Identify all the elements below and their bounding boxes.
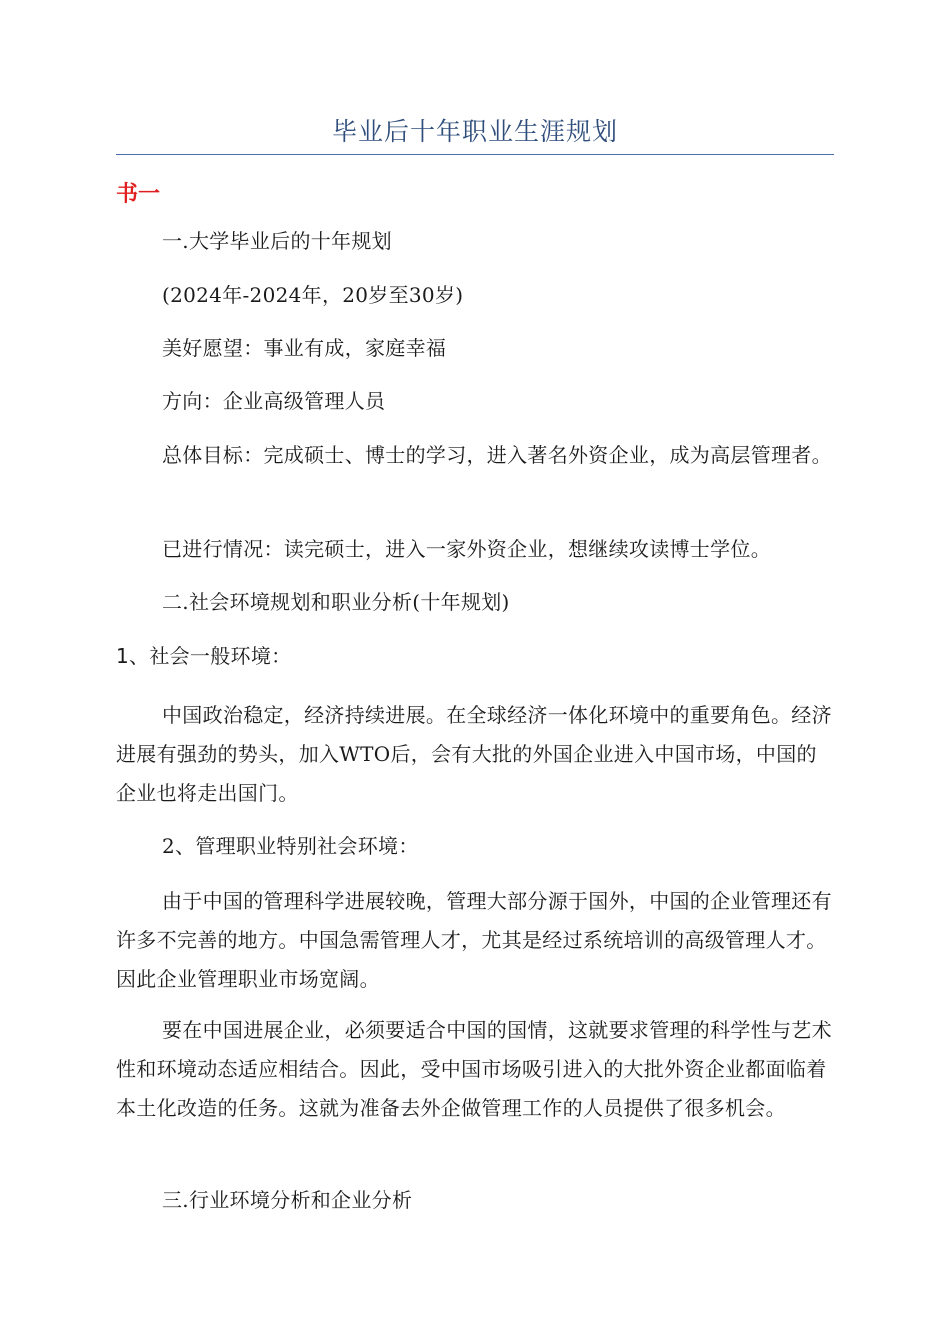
paragraph-management-env-heading: 2、管理职业特别社会环境： <box>162 834 419 858</box>
paragraph-plan-heading: 一.大学毕业后的十年规划 <box>162 229 392 253</box>
paragraph-overall-goal: 总体目标：完成硕士、博士的学习，进入著名外资企业，成为高层管理者。 <box>162 443 832 467</box>
title-underline <box>116 154 834 155</box>
document-title: 毕业后十年职业生涯规划 <box>331 117 618 146</box>
paragraph-political-economy: 中国政治稳定，经济持续进展。在全球经济一体化环境中的重要角色。经济进展有强劲的势头，加入WTO后，会有大批的外国企业进入中国市场，中国的企业也将走出国门。 <box>116 703 832 805</box>
paragraph-management-science: 由于中国的管理科学进展较晚，管理大部分源于国外，中国的企业管理还有许多不完善的地方。中国急需管理人才，尤其是经过系统培训的高级管理人才。因此企业管理职业市场宽阔。 <box>116 889 832 991</box>
paragraph-section-three-heading: 三.行业环境分析和企业分析 <box>162 1188 413 1212</box>
paragraph-wish: 美好愿望：事业有成，家庭幸福 <box>162 336 447 360</box>
section-heading: 书一 <box>116 182 161 207</box>
paragraph-progress: 已进行情况：读完硕士，进入一家外资企业，想继续攻读博士学位。 <box>162 537 771 561</box>
paragraph-direction: 方向：企业高级管理人员 <box>162 389 386 413</box>
subheading-text: 、社会一般环境： <box>129 644 292 668</box>
subheading-general-environment <box>116 637 834 676</box>
paragraph-period: (2024年-2024年，20岁至30岁) <box>162 283 464 307</box>
paragraph-section-two-heading: 二.社会环境规划和职业分析(十年规划) <box>162 590 510 614</box>
paragraph-localization: 要在中国进展企业，必须要适合中国的国情，这就要求管理的科学性与艺术性和环境动态适应相结合。因此，受中国市场吸引进入的大批外资企业都面临着本土化改造的任务。这就为准备去外企做管理工作的人员提供了很多机会。 <box>116 1018 832 1120</box>
subheading-number: 1 <box>116 644 130 668</box>
